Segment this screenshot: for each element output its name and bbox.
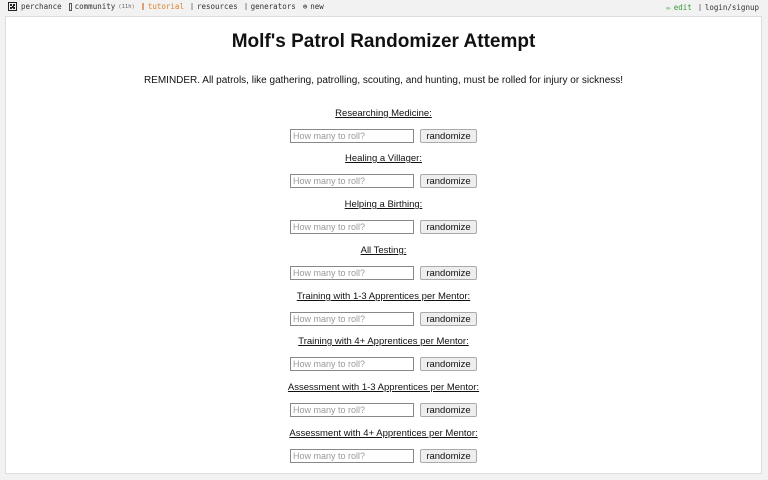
reminder-text: REMINDER. All patrols, like gathering, patrolling, scouting, and hunting, must be rolled for injury or sickness!	[143, 75, 624, 86]
randomize-button[interactable]: randomize	[420, 403, 477, 417]
pencil-icon: ✏	[666, 3, 671, 12]
nav-tutorial-label: tutorial	[147, 2, 184, 11]
nav-login[interactable]	[699, 3, 759, 12]
nav-edit-label: edit	[673, 3, 692, 12]
section-training-1-3	[6, 290, 761, 326]
nav-resources[interactable]	[191, 2, 238, 11]
book-icon	[142, 3, 144, 10]
section-label: Researching Medicine:	[335, 108, 432, 119]
section-label: Helping a Birthing:	[344, 199, 423, 210]
nav-generators[interactable]	[245, 2, 296, 11]
roll-count-input[interactable]	[290, 449, 414, 463]
nav-tutorial[interactable]	[142, 2, 184, 11]
nav-community-label: community	[74, 2, 116, 11]
generators-icon	[245, 3, 247, 10]
roll-count-input[interactable]	[290, 403, 414, 417]
nav-perchance-label: perchance	[21, 2, 62, 11]
randomize-button[interactable]: randomize	[420, 220, 477, 234]
nav-new-label: new	[310, 2, 324, 11]
section-training-4-plus	[6, 335, 761, 371]
section-assessment-4-plus	[6, 427, 761, 463]
plus-circle-icon: ⊕	[302, 2, 308, 11]
randomize-button[interactable]: randomize	[420, 449, 477, 463]
top-nav-left	[8, 2, 331, 11]
dice-icon	[8, 2, 17, 11]
section-researching-medicine	[6, 107, 761, 143]
roll-count-input[interactable]	[290, 220, 414, 234]
roll-count-input[interactable]	[290, 129, 414, 143]
randomize-button[interactable]: randomize	[420, 174, 477, 188]
page-title: Molf's Patrol Randomizer Attempt	[231, 31, 536, 52]
section-label: Training with 1-3 Apprentices per Mentor:	[296, 291, 471, 302]
section-label: Training with 4+ Apprentices per Mentor:	[298, 336, 469, 347]
resources-icon	[191, 3, 193, 10]
randomize-button[interactable]: randomize	[420, 357, 477, 371]
section-label: All Testing:	[360, 245, 407, 256]
nav-perchance[interactable]	[8, 2, 62, 11]
roll-count-input[interactable]	[290, 266, 414, 280]
section-label: Healing a Villager:	[345, 153, 422, 164]
nav-resources-label: resources	[196, 2, 238, 11]
roll-count-input[interactable]	[290, 357, 414, 371]
nav-edit[interactable]	[666, 3, 692, 12]
roll-count-input[interactable]	[290, 174, 414, 188]
section-assessment-1-3	[6, 381, 761, 417]
section-all-testing	[6, 244, 761, 280]
generator-output-panel	[5, 16, 762, 474]
user-icon	[699, 4, 701, 11]
community-count: (11h)	[118, 3, 135, 10]
section-healing-villager	[6, 152, 761, 188]
randomize-button[interactable]: randomize	[420, 129, 477, 143]
randomize-button[interactable]: randomize	[420, 312, 477, 326]
nav-generators-label: generators	[250, 2, 296, 11]
top-nav-bar	[0, 0, 768, 15]
nav-login-label: login/signup	[704, 3, 759, 12]
nav-new[interactable]	[303, 2, 324, 11]
top-nav-right	[666, 3, 759, 12]
section-label: Assessment with 4+ Apprentices per Mentor:	[289, 428, 478, 439]
chat-icon	[69, 3, 72, 11]
roll-count-input[interactable]	[290, 312, 414, 326]
section-label: Assessment with 1-3 Apprentices per Mentor:	[287, 382, 480, 393]
randomize-button[interactable]: randomize	[420, 266, 477, 280]
section-helping-birthing	[6, 198, 761, 234]
nav-community[interactable]	[69, 2, 135, 11]
